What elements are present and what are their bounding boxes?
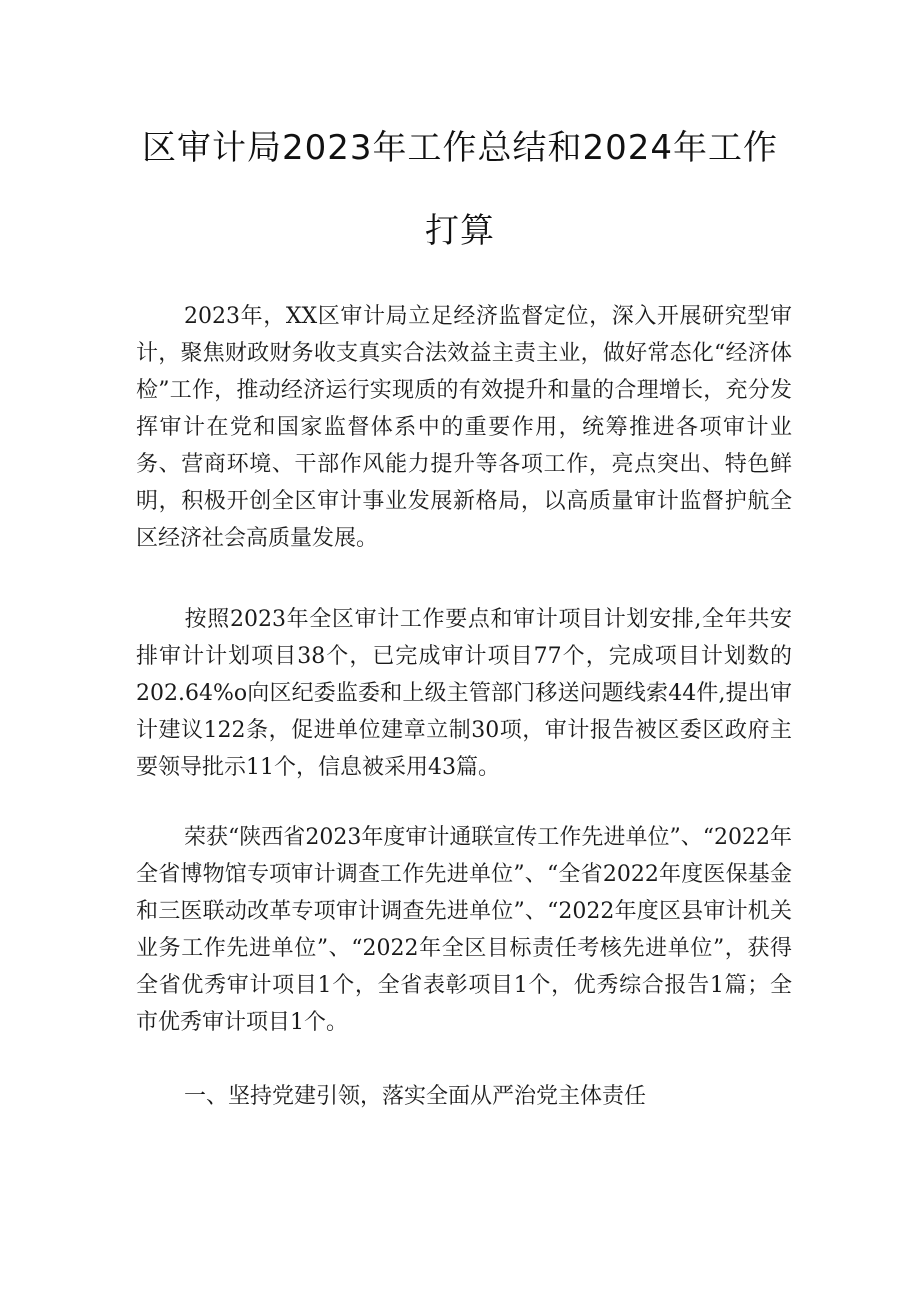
paragraph-awards [136,819,792,1041]
paragraph-text: 2023年，XX区审计局立足经济监督定位，深入开展研究型审计，聚焦财政财务收支真实合法效益主责主业，做好常态化“经济体检”工作，推动经济运行实现质的有效提升和量的合理增长，充分发挥审计在党和国家监督体系中的重要作用，统筹推进各项审计业务、营商环境、干部作风能力提升等各项工作，亮点突出、特色鲜明，积极开创全区审计事业发展新格局，以高质量审计监督护航全区经济社会高质量发展。 [136,304,792,551]
section-heading [136,1078,792,1115]
section-heading-text: 一、坚持党建引领，落实全面从严治党主体责任 [184,1084,647,1109]
paragraph-text: 按照2023年全区审计工作要点和审计项目计划安排,全年共安排审计计划项目38个，已完成审计项目77个，完成项目计划数的202.64%o向区纪委监委和上级主管部门移送问题线索44件,提出审计建议122条，促进单位建章立制30项，审计报告被区委区政府主要领导批示11个，信息被采用43篇。 [136,607,792,780]
document-title-line-1: 区审计局2023年工作总结和2024年工作 [141,128,779,168]
paragraph-text: 荣获“陕西省2023年度审计通联宣传工作先进单位”、“2022年全省博物馆专项审计调查工作先进单位”、“全省2022年度医保基金和三医联动改革专项审计调查先进单位”、“2022年度区县审计机关业务工作先进单位”、“2022年全区目标责任考核先进单位”，获得全省优秀审计项目1个，全省表彰项目1个，优秀综合报告1篇；全市优秀审计项目1个。 [136,825,793,1035]
document-title-line-2: 打算 [425,211,495,251]
paragraph-summary [136,298,792,557]
paragraph-statistics [136,601,792,786]
